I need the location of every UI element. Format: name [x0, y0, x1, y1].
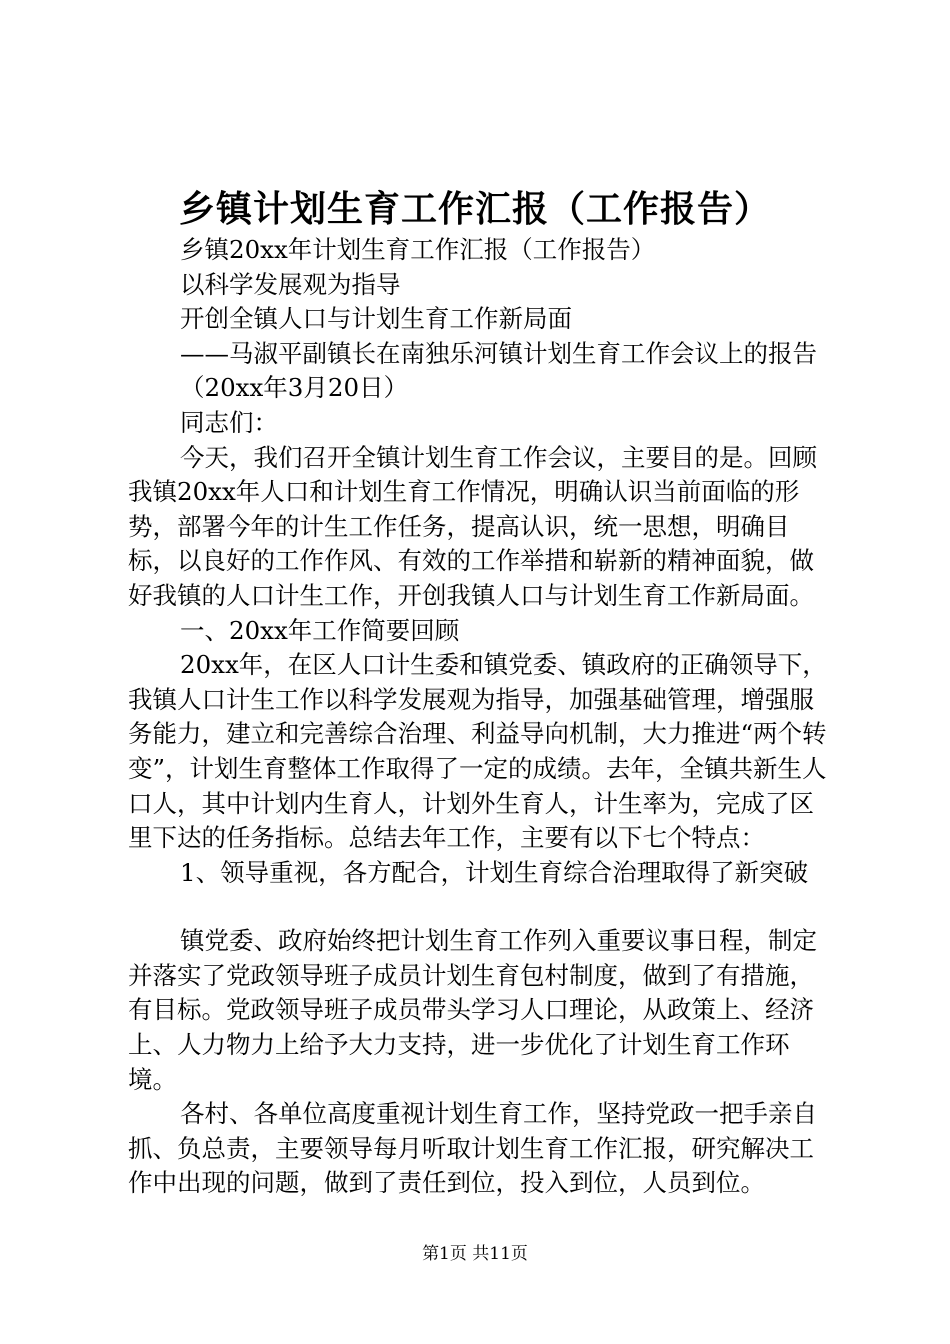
document-title: 乡镇计划生育工作汇报（工作报告）: [178, 189, 771, 230]
paragraph-leadership: 镇党委、政府始终把计划生育工作列入重要议事日程，制定并落实了党政领导班子成员计划生育包村制度，做到了有措施，有目标。党政领导班子成员带头学习人口理论，从政策上、经济上、人力物力上给予大力支持，进一步优化了计划生育工作环境。: [128, 926, 817, 1094]
paragraph-salutation: 同志们：: [180, 407, 278, 437]
paragraph-theme-line-1: 以科学发展观为指导: [180, 269, 401, 299]
document-body: [128, 233, 834, 1201]
paragraph-speaker: ——马淑平副镇长在南独乐河镇计划生育工作会议上的报告: [180, 338, 817, 368]
paragraph-review: 20xx年，在区人口计生委和镇党委、镇政府的正确领导下，我镇人口计生工作以科学发展观为指导，加强基础管理，增强服务能力，建立和完善综合治理、利益导向机制，大力推进“两个转变”，计划生育整体工作取得了一定的成绩。去年，全镇共新生人口人，其中计划内生育人，计划外生育人，计生率为，完成了区里下达的任务指标。总结去年工作，主要有以下七个特点：: [128, 650, 827, 853]
page-number: 第1页 共11页: [422, 1244, 528, 1264]
section-heading-review: 一、20xx年工作简要回顾: [180, 615, 460, 645]
paragraph-theme-line-2: 开创全镇人口与计划生育工作新局面: [180, 304, 572, 334]
paragraph-subtitle: 乡镇20xx年计划生育工作汇报（工作报告）: [180, 235, 656, 264]
paragraph-date: （20xx年3月20日）: [180, 373, 409, 403]
paragraph-intro: 今天，我们召开全镇计划生育工作会议，主要目的是。回顾我镇20xx年人口和计划生育工作情况，明确认识当前面临的形势，部署今年的计生工作任务，提高认识，统一思想，明确目标，以良好的工作作风、有效的工作举措和崭新的精神面貌，做好我镇的人口计生工作，开创我镇人口与计划生育工作新局面。: [128, 442, 817, 610]
paragraph-units: 各村、各单位高度重视计划生育工作，坚持党政一把手亲自抓、负总责，主要领导每月听取计划生育工作汇报，研究解决工作中出现的问题，做到了责任到位，投入到位，人员到位。: [128, 1099, 817, 1198]
subsection-heading-1: 1、领导重视，各方配合，计划生育综合治理取得了新突破: [180, 857, 809, 887]
